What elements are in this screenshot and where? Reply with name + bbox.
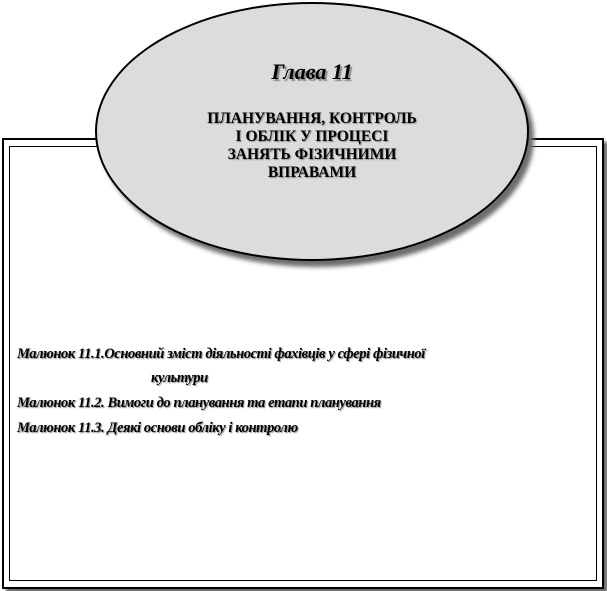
chapter-title: ПЛАНУВАННЯ, КОНТРОЛЬ І ОБЛІК У ПРОЦЕСІ ЗАНЯТЬ ФІЗИЧНИМИ ВПРАВАМИ [207,110,417,181]
chapter-title-oval [95,2,529,261]
figure-list [17,345,592,444]
figure-caption: Малюнок 11.1.Основний зміст діяльності фахівців у сфері фізичної [17,346,425,362]
figure-item-11-2 [17,394,592,413]
figure-caption: Малюнок 11.2. Вимоги до планування та етапи планування [17,395,381,411]
figure-caption-continuation: культури [151,370,208,386]
figure-item-11-1 [17,345,592,388]
figure-item-11-3 [17,419,592,438]
figure-caption: Малюнок 11.3. Деякі основи обліку і контролю [17,420,298,436]
chapter-label: Глава 11 [271,59,353,84]
